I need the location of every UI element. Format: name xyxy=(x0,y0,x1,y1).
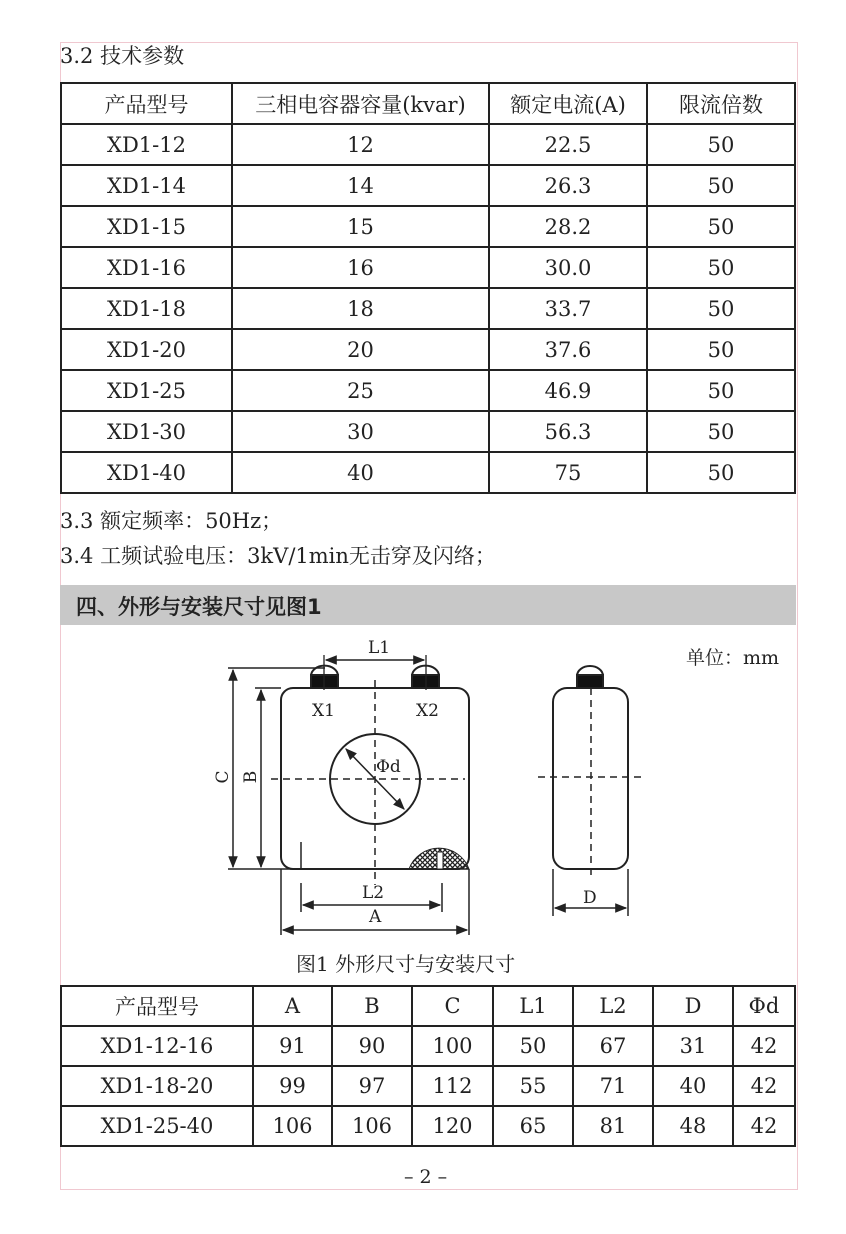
label-d: D xyxy=(583,888,597,908)
dimensions-table xyxy=(60,985,796,1147)
table-cell: 75 xyxy=(489,452,647,493)
table-cell: 99 xyxy=(253,1066,332,1106)
header-cell: L2 xyxy=(573,986,653,1026)
label-c: C xyxy=(213,770,233,784)
table-cell: 46.9 xyxy=(489,370,647,411)
header-cell: 产品型号 xyxy=(61,83,232,124)
label-phi-d: Φd xyxy=(376,757,401,777)
table-cell: 71 xyxy=(573,1066,653,1106)
table-cell: 106 xyxy=(253,1106,332,1146)
header-cell: L1 xyxy=(493,986,573,1026)
table-cell: 90 xyxy=(332,1026,412,1066)
table-cell: 25 xyxy=(232,370,489,411)
table-cell: 50 xyxy=(647,247,795,288)
header-cell: B xyxy=(332,986,412,1026)
table-cell: 42 xyxy=(733,1066,795,1106)
table-cell: 100 xyxy=(412,1026,493,1066)
table-cell: 26.3 xyxy=(489,165,647,206)
label-a: A xyxy=(369,907,382,927)
table-cell: 30.0 xyxy=(489,247,647,288)
table-cell: XD1-15 xyxy=(61,206,232,247)
table-cell: 106 xyxy=(332,1106,412,1146)
table-cell: 55 xyxy=(493,1066,573,1106)
section-3-2-heading: 3.2 技术参数 xyxy=(60,44,185,68)
table-cell: 67 xyxy=(573,1026,653,1066)
header-cell: 额定电流(A) xyxy=(489,83,647,124)
table-cell: 18 xyxy=(232,288,489,329)
header-cell: A xyxy=(253,986,332,1026)
table-cell: XD1-16 xyxy=(61,247,232,288)
section-3-4: 3.4 工频试验电压：3kV/1min无击穿及闪络； xyxy=(60,544,496,568)
section-3-3: 3.3 额定频率：50Hz； xyxy=(60,509,283,533)
header-cell: Φd xyxy=(733,986,795,1026)
label-x1: X1 xyxy=(312,701,335,721)
header-cell: C xyxy=(412,986,493,1026)
table-cell: 50 xyxy=(647,288,795,329)
label-l2: L2 xyxy=(362,883,385,903)
table-cell: 20 xyxy=(232,329,489,370)
table-cell: 16 xyxy=(232,247,489,288)
table-cell: 50 xyxy=(647,411,795,452)
table-cell: 91 xyxy=(253,1026,332,1066)
table-cell: 50 xyxy=(647,206,795,247)
table-cell: XD1-30 xyxy=(61,411,232,452)
header-cell: 产品型号 xyxy=(61,986,253,1026)
table-cell: 50 xyxy=(647,124,795,165)
page-number: – 2 – xyxy=(404,1166,448,1188)
table-cell: 42 xyxy=(733,1106,795,1146)
table-cell: 15 xyxy=(232,206,489,247)
table-cell: XD1-20 xyxy=(61,329,232,370)
label-l1: L1 xyxy=(368,638,391,658)
table-cell: XD1-12-16 xyxy=(61,1026,253,1066)
table-cell: 50 xyxy=(493,1026,573,1066)
table-cell: 33.7 xyxy=(489,288,647,329)
table-cell: XD1-40 xyxy=(61,452,232,493)
figure-caption: 图1 外形尺寸与安装尺寸 xyxy=(296,952,516,976)
label-x2: X2 xyxy=(416,701,439,721)
table-cell: 28.2 xyxy=(489,206,647,247)
table-cell: 42 xyxy=(733,1026,795,1066)
table-cell: XD1-25 xyxy=(61,370,232,411)
table-cell: 48 xyxy=(653,1106,733,1146)
table-cell: 112 xyxy=(412,1066,493,1106)
table-row xyxy=(61,1066,795,1106)
section-4-title: 四、外形与安装尺寸见图1 xyxy=(76,595,322,619)
table-cell: 50 xyxy=(647,370,795,411)
table-cell: 31 xyxy=(653,1026,733,1066)
table-cell: XD1-18 xyxy=(61,288,232,329)
label-b: B xyxy=(241,770,261,784)
header-cell: 限流倍数 xyxy=(647,83,795,124)
table-cell: 81 xyxy=(573,1106,653,1146)
table-cell: 37.6 xyxy=(489,329,647,370)
table-cell: XD1-12 xyxy=(61,124,232,165)
table-cell: XD1-18-20 xyxy=(61,1066,253,1106)
terminal-side xyxy=(577,675,603,688)
table-cell: XD1-14 xyxy=(61,165,232,206)
table-cell: 56.3 xyxy=(489,411,647,452)
table-row xyxy=(61,1106,795,1146)
table-cell: 40 xyxy=(232,452,489,493)
table-cell: 14 xyxy=(232,165,489,206)
table-cell: 65 xyxy=(493,1106,573,1146)
header-cell: D xyxy=(653,986,733,1026)
table-cell: 120 xyxy=(412,1106,493,1146)
table-cell: 22.5 xyxy=(489,124,647,165)
unit-label: 单位：mm xyxy=(686,647,780,669)
table-header-row xyxy=(61,986,795,1026)
table-cell: 50 xyxy=(647,165,795,206)
header-cell: 三相电容器容量(kvar) xyxy=(232,83,489,124)
table-cell: 40 xyxy=(653,1066,733,1106)
table-cell: 30 xyxy=(232,411,489,452)
table-cell: 12 xyxy=(232,124,489,165)
table-cell: 97 xyxy=(332,1066,412,1106)
table-cell: 50 xyxy=(647,452,795,493)
table-cell: XD1-25-40 xyxy=(61,1106,253,1146)
table-cell: 50 xyxy=(647,329,795,370)
table-row xyxy=(61,1026,795,1066)
